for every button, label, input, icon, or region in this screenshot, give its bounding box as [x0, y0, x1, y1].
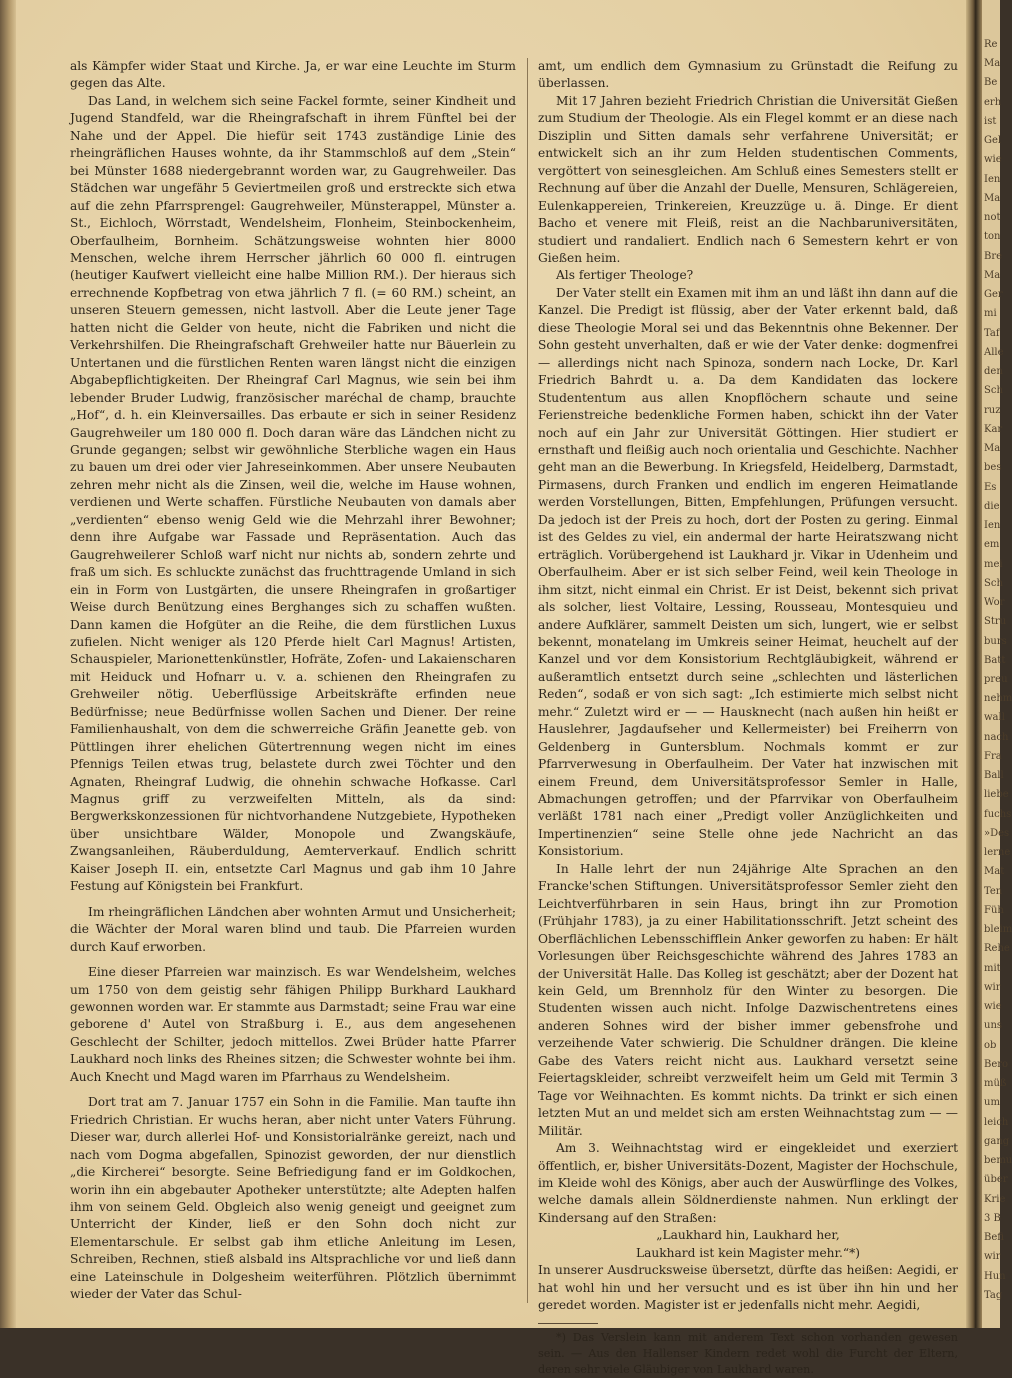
book-gutter [966, 0, 982, 1328]
next-page-fragment: not [984, 212, 1001, 224]
next-page-fragment: Rehe [984, 943, 1010, 955]
next-page-fragment: über [984, 1174, 1008, 1186]
next-page-fragment: Ma [984, 269, 1001, 281]
next-page-fragment: uns [984, 1020, 1003, 1032]
next-page-fragment: »Des [984, 827, 1010, 839]
next-page-edge [982, 0, 1012, 1328]
next-page-fragment: Batt [984, 654, 1006, 666]
next-page-fragment: Sch [984, 385, 1003, 397]
next-page-fragment: ruz [984, 404, 1001, 416]
next-page-fragment: gang [984, 1135, 1010, 1147]
paragraph: In unserer Ausdrucksweise übersetzt, dürfte das heißen: Aegidi, er hat wohl hin und her versucht und es ist über ihn hin und her geredet worden. Magister ist er jedenfalls nicht mehr. Aegidi, [538, 1263, 958, 1313]
next-page-fragment: die [984, 500, 1000, 512]
next-page-fragment: ton [984, 231, 1001, 243]
next-page-fragment: 3 B [984, 1212, 1001, 1224]
paragraph: Eine dieser Pfarreien war mainzisch. Es war Wendelsheim, welches um 1750 von dem geistig sehr fähigen Philipp Burkhard Laukhard gewonnen worden war. Er stammte aus Darmstadt; seine Frau war eine geborene d' Autel von Straßburg i. E., aus dem angesehenen Geschlecht der Schilter, jedoch mittellos. Zwei Brüder hatte Pfarrer Laukhard noch links des Rheines sitzen; die Schwester wohnte bei ihm. Auch Knecht und Magd waren im Pfarrhaus zu Wendelsheim. [70, 965, 516, 1084]
next-page-fragment: erh [984, 96, 1002, 108]
next-page-fragment: Ma [984, 192, 1001, 204]
next-page-fragment: burs [984, 635, 1007, 647]
next-page-fragment: Es [984, 481, 997, 493]
next-page-fragment: Bre [984, 250, 1003, 262]
next-page-fragment: Alle [984, 346, 1004, 358]
next-page-fragment: Be [984, 77, 998, 89]
next-page-fragment: ob [984, 1039, 997, 1051]
next-page-fragment: Stru [984, 616, 1007, 628]
verse-line: Laukhard ist kein Magister mehr.“*) [636, 1245, 860, 1260]
next-page-fragment: nehm [984, 693, 1012, 705]
next-page-fragment: bleim [984, 924, 1012, 936]
next-page-fragment: den [984, 366, 1003, 378]
next-page-fragment: Ma [984, 443, 1001, 455]
next-page-fragment: Mat [984, 866, 1005, 878]
next-page-fragment: wir [984, 1251, 1001, 1263]
column-divider [527, 58, 528, 1303]
paragraph: Im rheingräflichen Ländchen aber wohnten Armut und Unsicherheit; die Wächter der Moral waren blind und taub. Die Pfarreien wurden durch Kauf erworben. [70, 904, 516, 954]
next-page-fragment: Ien [984, 520, 1001, 532]
next-page-fragment: Ball [984, 770, 1004, 782]
paragraph: Als fertiger Theologe? [556, 268, 694, 283]
next-page-fragment: Krie [984, 1193, 1006, 1205]
next-page-fragment: Gel [984, 135, 1002, 147]
next-page-fragment: Ten [984, 885, 1003, 897]
next-page-fragment: Ger [984, 289, 1003, 301]
left-column [70, 58, 516, 1304]
paragraph: In Halle lehrt der nun 24jährige Alte Sprachen an den Francke'schen Stiftungen. Universitätsprofessor Semler zieht den Leichtverführbaren in sein Haus, bringt ihn zur Promotion (Frühjahr 1783), ja zu einer Habilitationsschrift. Jetzt scheint des Oberflächlichen Lebensschifflein Anker geworfen zu haben: Er hält Vorlesungen über Reichsgeschichte während des Jahres 1783 an der Universität Halle. Das Kolleg ist geschätzt; aber der Dozent hat kein Geld, um Brennholz für den Winter zu besorgen. Die Studenten wissen auch nicht. Infolge Dazwischentretens eines anderen Sohnes wird der bisher immer gebensfrohe und verzeihende Vater schwierig. Die Schuldner drängen. Die kleine Gabe des Vaters reicht nicht aus. Laukhard versetzt seine Feiertagskleider, schreibt verzweifelt heim um Geld mit Termin 3 Tage vor Weihnachten. Es kommt nichts. Da trinkt er sich einen letzten Mut an und meldet sich am ersten Weihnachtstag zum — — Militär. [538, 861, 958, 1138]
next-page-fragment: Ma [984, 58, 1001, 70]
next-page-fragment: em [984, 539, 1000, 551]
verse-line: „Laukhard hin, Laukhard her, [656, 1228, 840, 1243]
next-page-fragment: liebe [984, 789, 1009, 801]
paragraph: Am 3. Weihnachtstag wird er eingekleidet und exerziert öffentlich, er, bisher Universitäts-Dozent, Magister der Hochschule, im Kleide wohl des Königs, aber auch der Auswürflinge des Volkes, welche damals allein Söldnerdienste nahmen. Nun erklingt der Kindersang auf den Straßen: [538, 1141, 958, 1225]
next-page-fragment: Tag [984, 1289, 1003, 1301]
next-page-fragment: mi [984, 308, 997, 320]
next-page-fragment: bes [984, 462, 1002, 474]
next-page-fragment: fuchs [984, 808, 1012, 820]
book-edge-left [0, 0, 16, 1328]
next-page-fragment: wall [984, 712, 1005, 724]
next-page-fragment: Befi [984, 1232, 1004, 1244]
next-page-fragment: preu [984, 674, 1008, 685]
next-page-fragment: wir [984, 981, 1001, 993]
next-page-fragment: Hun [984, 1270, 1006, 1282]
next-page-fragment: mit [984, 962, 1001, 974]
next-page-fragment: nach [984, 731, 1009, 743]
next-page-fragment: leich [984, 1116, 1009, 1128]
footnote-rule [538, 1323, 598, 1324]
next-page-fragment: Füh [984, 904, 1004, 916]
next-page-fragment: Re [984, 39, 998, 50]
right-column [538, 58, 958, 1378]
next-page-fragment: Taf [984, 327, 1000, 339]
next-page-fragment: ist [984, 115, 997, 127]
paragraph: Mit 17 Jahren bezieht Friedrich Christian die Universität Gießen zum Studium der Theologie. Als ein Flegel kommt er an diese nach Disziplin und Sitten damals sehr verfahrene Universität; er entwickelt sich an ihr zum Helden studentischen Comments, vergöttert von seinesgleichen. Am Schluß eines Semesters stellt er Rechnung auf über die Anzahl der Duelle, Mensuren, Schlägereien, Eulenkappereien, Trinkereien, Kreuzzüge u. ä. Dinge. Er dient Bacho et venere mit Fleiß, reist an die Nachbaruniversitäten, studiert und randaliert. Endlich nach 6 Semestern kehrt er von Gießen heim. [538, 93, 958, 265]
next-page-fragment: lerne [984, 847, 1011, 859]
next-page-fragment: wie [984, 154, 1002, 166]
next-page-fragment: Ien [984, 173, 1001, 185]
next-page-fragment: um [984, 1097, 1000, 1109]
footnote: *) Das Verslein kann mit anderem Text schon vorhanden gewesen sein. — Aus den Hallenser Kindern redet wohl die Furcht der Eltern, deren sehr viele Gläubiger von Laukhard waren. [538, 1330, 958, 1376]
next-page-fragment: Wor [984, 597, 1005, 609]
paragraph: Dort trat am 7. Januar 1757 ein Sohn in die Familie. Man taufte ihn Friedrich Christian. Er wuchs heran, aber nicht unter Vaters Führung. Dieser war, durch allerlei Hof- und Konsistorialränke gereizt, nach und nach vom Dogma abgefallen, Spinozist geworden, der nur dienstlich „die Kircherei“ besorgte. Seine Befriedigung fand er im Goldkochen, worin ihn ein abgebauter Apotheker unterstützte; alte Adepten halfen ihm von seinem Geld. Obgleich also wenig geneigt und geeignet zum Unterricht der Kinder, ließ er den Sohn doch nicht zur Elementarschule. Er selbst gab ihm etliche Anleitung im Lesen, Schreiben, Rechnen, stieß alsbald ins Altsprachliche vor und ließ dann eine Lateinschule in Dolgesheim weiterführen. Plötzlich übernimmt wieder der Vater das Schul- [70, 1095, 516, 1302]
paragraph: amt, um endlich dem Gymnasium zu Grünstadt die Reifung zu überlassen. [538, 59, 958, 91]
next-page-fragment: Sch [984, 577, 1003, 589]
next-page-fragment: wie [984, 1001, 1002, 1013]
next-page-fragment: bemu [984, 1155, 1012, 1167]
next-page-fragment: Fra [984, 750, 1002, 762]
next-page-fragment: Kar [984, 423, 1003, 435]
paragraph: Der Vater stellt ein Examen mit ihm an und läßt ihn dann auf die Kanzel. Die Predigt ist flüssig, aber der Vater erkennt bald, daß diese Theologie Moral sei und das Bekenntnis ohne Bekenner. Der Sohn gesteht unverhalten, daß er wie der Vater denke: dogmenfrei — allerdings nicht nach Spinoza, sondern nach Locke, Dr. Karl Friedrich Bahrdt u. a. Da dem Kandidaten das lockere Studententum aus allen Knopflöchern schaute und seine Ferienstreiche bedenkliche Formen haben, schickt ihn der Vater noch auf ein Jahr zur Universität Göttingen. Hier studiert er ernsthaft und fleißig auch noch orientalia und Geschichte. Nachher geht man an die Bewerbung. In Kriegsfeld, Heidelberg, Darmstadt, Pirmasens, durch Franken und endlich im engeren Heimatlande werden Vorstellungen, Bitten, Empfehlungen, Prüfungen versucht. Da jedoch ist der Preis zu hoch, dort der Posten zu gering. Einmal ist des Geldes zu viel, ein andermal der harte Heiratszwang nicht erträglich. Vorübergehend ist Laukhard jr. Vikar in Udenheim und Oberfaulheim. Aber er ist sich selber Feind, weil kein Theologe in ihm sitzt, nicht einmal ein Christ. Er ist Deist, bekennt sich privat als solcher, liest Voltaire, Lessing, Rousseau, Montesquieu und andere Aufklärer, sammelt Deisten um sich, lungert, wie er selbst bekennt, monatelang im Umkreis seiner Heimat, heuchelt auf der Kanzel und vor dem Konsistorium Rechtgläubigkeit, während er außeramtlich entsetzt durch seine „schlechten und lästerlichen Reden“, sodaß er von sich sagt: „Ich estimierte mich selbst nicht mehr.“ Zuletzt wird er — — Hausknecht (nach außen hin heißt er Hauslehrer, Jagdaufseher und Kellermeister) bei Freiherrn von Geldenberg in Guntersblum. Nochmals kommt er zur Pfarrverwesung in Oberfaulheim. Der Vater hat inzwischen mit einem Freund, dem Universitätsprofessor Semler in Halle, Abmachungen getroffen; und der Pfarrvikar von Oberfaulheim verläßt 1781 nach einer „Predigt voller Anzüglichkeiten und Impertinenzien“ seine Stelle ohne jede Nachricht an das Konsistorium. [538, 285, 958, 859]
paragraph: als Kämpfer wider Staat und Kirche. Ja, er war eine Leuchte im Sturm gegen das Alte. [70, 59, 516, 91]
next-page-fragment: Bero [984, 1058, 1009, 1070]
next-page-fragment: müß [984, 1078, 1007, 1090]
next-page-fragment: mei [984, 558, 1003, 570]
paragraph: Das Land, in welchem sich seine Fackel formte, seiner Kindheit und Jugend Standfeld, war die Rheingrafschaft in ihrem Fünftel bei der Nahe und der Appel. Die hiefür seit 1743 zuständige Linie des rheingräflichen Hauses wohnte, da ihr Stammschloß auf dem „Stein“ bei Münster 1688 niedergebrannt worden war, zu Gaugrehweiler. Das Städchen war ungefähr 5 Geviertmeilen groß und erstreckte sich etwa auf die zehn Pfarrsprengel: Gaugrehweiler, Münsterappel, Münster a. St., Eichloch, Wörrstadt, Wendelsheim, Flonheim, Steinbockenheim, Oberfaulheim, Bornheim. Schätzungsweise wohnten hier 8000 Menschen, welche ihrem Herrscher jährlich 60 000 fl. eintrugen (heutiger Kaufwert vielleicht eine halbe Million RM.). Der hieraus sich errechnende Kopfbetrag von etwa jährlich 7 fl. (= 60 RM.) scheint, an unseren Steuern gemessen, nicht lastvoll. Aber die Leute jener Tage hatten nicht die Gelder von heute, nicht die Fabriken und nicht die Verkehrshilfen. Die Rheingrafschaft Grehweiler hatte nur Bäuerlein zu Untertanen und die fürstlichen Renten waren längst nicht die einzigen Abgabepflichtigkeiten. Der Rheingraf Carl Magnus, wie sein bei ihm lebender Bruder Ludwig, französischer maréchal de champ, brauchte „Hof“, d. h. ein Kleinversailles. Das erbaute er sich in seiner Residenz Gaugrehweiler um 180 000 fl. Doch daran wäre das Ländchen nicht zu Grunde gegangen; selbst wir gewöhnliche Sterbliche wagen ein Haus zu bauen um drei oder vier Jahreseinkommen. Aber unsere Neubauten zehren mehr nicht als die Zinsen, weil die, welche im Hause wohnen, verdienen und Werte schaffen. Fürstliche Neubauten von damals aber „verdienten“ ebenso wenig Geld wie die Mehrzahl ihrer Bewohner; denn ihre Aufgabe war Fassade und Repräsentation. Auch das Gaugrehweilerer Schloß warf nicht nur nichts ab, sondern zehrte und fraß um sich. Es schluckte zunächst das fruchttragende Umland in sich ein in Form von Lustgärten, die unsere Rheingrafen in großartiger Weise durch Benützung eines Berghanges sich zu schaffen wußten. Dann kamen die Hofgüter an die Reihe, die dem fürstlichen Luxus zufielen. Nicht weniger als 120 Pferde hielt Carl Magnus! Artisten, Schauspieler, Marionettenkünstler, Hofräte, Zofen- und Lakaienscharen mit Heiduck und Hofnarr u. v. a. schienen den Rheingrafen zu Grehweiler nötig. Ueberflüssige Arbeitskräfte erfinden neue Bedürfnisse; neue Bedürfnisse wollen Sachen und Diener. Der reine Familienhaushalt, von dem die schwerreiche Gräfin Jeanette geb. von Püttlingen ihrer ehelichen Gütertrennung wegen nicht im eines Pfennigs Teilen etwas trug, belastete durch zwei Töchter und den Agnaten, Rheingraf Ludwig, die ohnehin schwache Hofkasse. Carl Magnus griff zu verzweifelten Mitteln, als da sind: Bergwerkskonzessionen für nichtvorhandene Nutzgebiete, Hypotheken über unsichtbare Wälder, Monopole und Zwangskäufe, Zwangsanleihen, Räuberduldung, Aemterverkauf. Endlich schritt Kaiser Joseph II. ein, entsetzte Carl Magnus und gab ihm 10 Jahre Festung auf Königstein bei Frankfurt. [70, 93, 516, 894]
